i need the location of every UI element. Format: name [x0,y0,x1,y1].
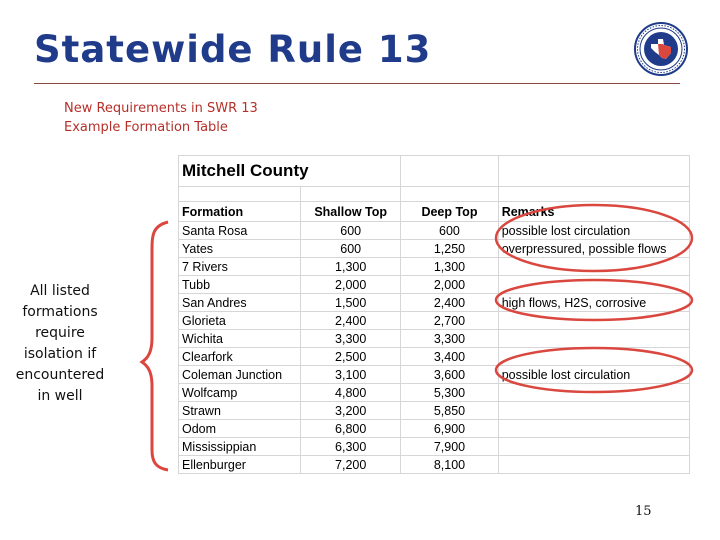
formation-cell: Wichita [179,330,301,348]
subtitle-line-2: Example Formation Table [64,120,228,135]
formation-cell: Santa Rosa [179,222,301,240]
shallow-top-cell: 3,300 [301,330,401,348]
deep-top-cell: 1,300 [401,258,498,276]
remarks-cell [498,330,689,348]
shallow-top-cell: 600 [301,222,401,240]
deep-top-cell: 5,300 [401,384,498,402]
county-title: Mitchell County [179,156,401,187]
shallow-top-cell: 6,300 [301,438,401,456]
table-row [179,438,690,456]
deep-top-cell: 3,300 [401,330,498,348]
deep-top-cell: 2,400 [401,294,498,312]
table-row [179,276,690,294]
subtitle-line-1: New Requirements in SWR 13 [64,101,258,116]
remarks-cell [498,402,689,420]
table-row [179,294,690,312]
table-row [179,348,690,366]
formation-cell: San Andres [179,294,301,312]
remarks-cell [498,276,689,294]
shallow-top-cell: 6,800 [301,420,401,438]
shallow-top-cell: 7,200 [301,456,401,474]
remarks-cell [498,384,689,402]
table-header-row [179,202,690,222]
remarks-cell: high flows, H2S, corrosive [498,294,689,312]
subtitle-block [64,99,258,137]
shallow-top-cell: 1,500 [301,294,401,312]
header-formation: Formation [179,202,301,222]
table-row [179,384,690,402]
table-row [179,420,690,438]
remarks-cell: possible lost circulation [498,222,689,240]
shallow-top-cell: 2,000 [301,276,401,294]
deep-top-cell: 5,850 [401,402,498,420]
page-number: 15 [635,504,652,519]
deep-top-cell: 6,900 [401,420,498,438]
side-note: All listed formations require isolation if encountered in well [15,283,105,404]
table-row [179,312,690,330]
table-row [179,240,690,258]
formation-cell: Glorieta [179,312,301,330]
deep-top-cell: 600 [401,222,498,240]
header-remarks: Remarks [498,202,689,222]
formation-table [178,155,690,472]
remarks-cell [498,348,689,366]
formation-cell: Coleman Junction [179,366,301,384]
deep-top-cell: 2,000 [401,276,498,294]
deep-top-cell: 1,250 [401,240,498,258]
formation-cell: 7 Rivers [179,258,301,276]
deep-top-cell: 7,900 [401,438,498,456]
remarks-cell [498,456,689,474]
formation-cell: Odom [179,420,301,438]
table-row [179,366,690,384]
shallow-top-cell: 600 [301,240,401,258]
deep-top-cell: 3,400 [401,348,498,366]
formation-cell: Mississippian [179,438,301,456]
shallow-top-cell: 2,500 [301,348,401,366]
table-row [179,258,690,276]
deep-top-cell: 2,700 [401,312,498,330]
table-row [179,456,690,474]
remarks-cell [498,438,689,456]
remarks-cell: possible lost circulation [498,366,689,384]
formation-cell: Clearfork [179,348,301,366]
formation-cell: Wolfcamp [179,384,301,402]
deep-top-cell: 8,100 [401,456,498,474]
table-row [179,330,690,348]
shallow-top-cell: 1,300 [301,258,401,276]
table-row [179,402,690,420]
header-shallow-top: Shallow Top [301,202,401,222]
shallow-top-cell: 4,800 [301,384,401,402]
formation-cell: Ellenburger [179,456,301,474]
formation-cell: Tubb [179,276,301,294]
slide-title: Statewide Rule 13 [34,28,432,71]
deep-top-cell: 3,600 [401,366,498,384]
shallow-top-cell: 2,400 [301,312,401,330]
remarks-cell [498,258,689,276]
header-deep-top: Deep Top [401,202,498,222]
formation-cell: Yates [179,240,301,258]
remarks-cell [498,312,689,330]
remarks-cell: overpressured, possible flows [498,240,689,258]
formation-cell: Strawn [179,402,301,420]
remarks-cell [498,420,689,438]
shallow-top-cell: 3,100 [301,366,401,384]
shallow-top-cell: 3,200 [301,402,401,420]
texas-seal-icon [634,22,688,76]
title-divider [34,83,680,84]
table-row [179,222,690,240]
